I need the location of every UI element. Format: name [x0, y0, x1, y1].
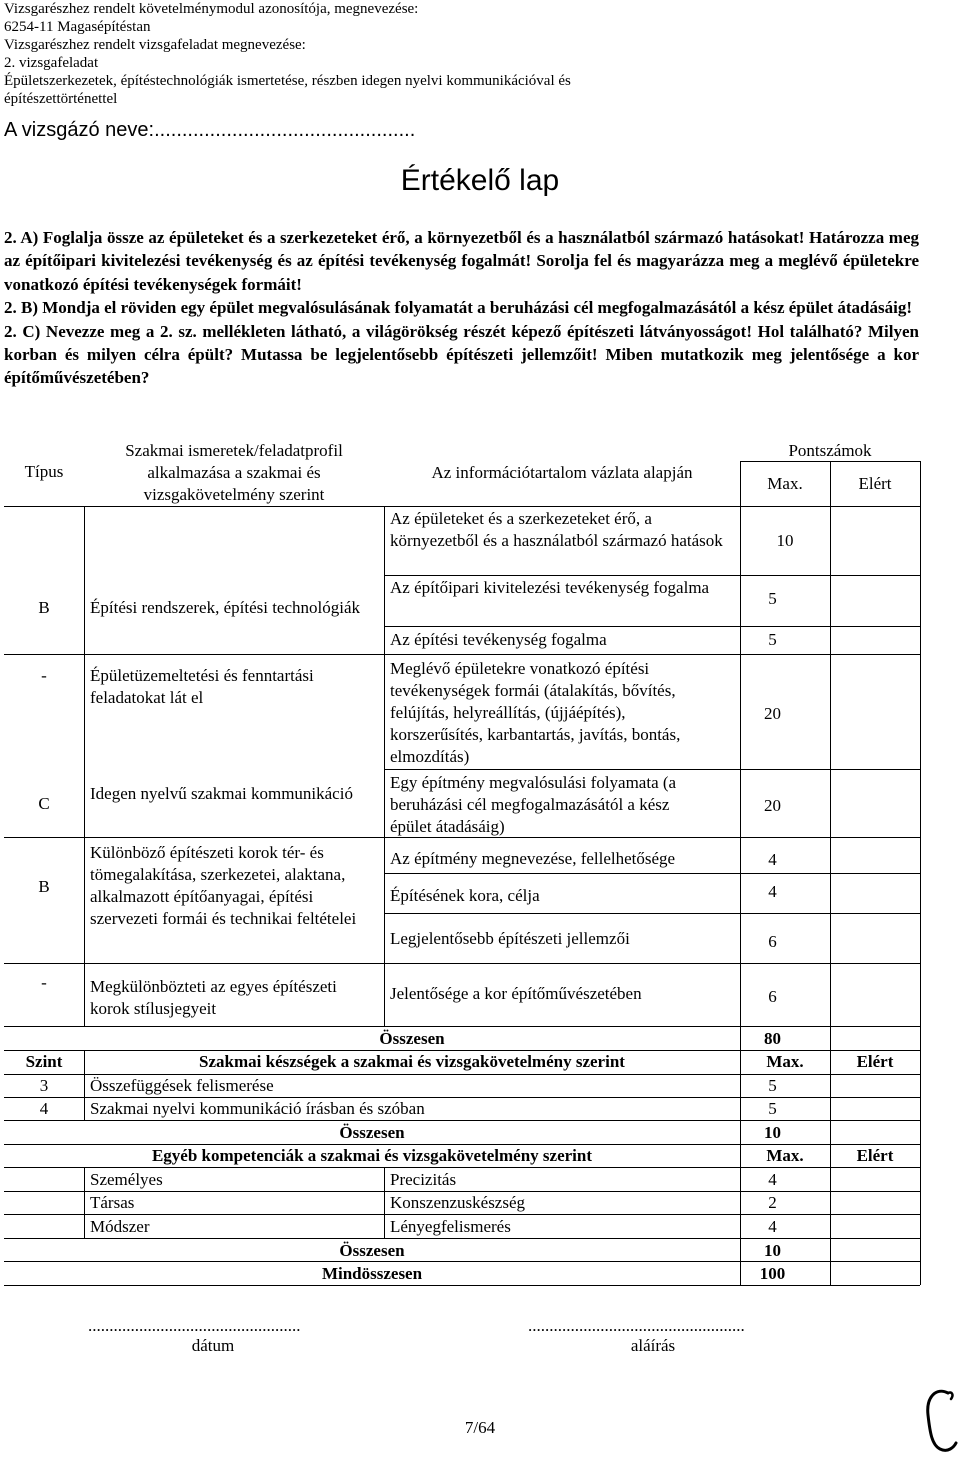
- total-max: 80: [764, 1029, 781, 1048]
- competence-name: Konszenzuskészség: [390, 1193, 526, 1212]
- skills-title: Szakmai készségek a szakmai és vizsgakövetelmény szerint: [199, 1052, 625, 1071]
- competence-name: Lényegfelismerés: [390, 1217, 511, 1236]
- competence-category: Társas: [90, 1193, 135, 1212]
- column-header-outline: Az információtartalom vázlata alapján: [431, 463, 693, 482]
- table-line: [84, 1167, 85, 1238]
- item-cell: Legjelentősebb építészeti jellemzői: [390, 929, 630, 948]
- table-line: [4, 1238, 920, 1239]
- page-title: Értékelő lap: [400, 164, 560, 197]
- item-max: 4: [768, 882, 777, 901]
- type-cell: -: [41, 666, 47, 685]
- skill-label: Összefüggések felismerése: [90, 1076, 274, 1095]
- profile-cell: Idegen nyelvű szakmai kommunikáció: [90, 784, 353, 803]
- item-cell: Az építési tevékenység fogalma: [390, 630, 607, 649]
- item-max: 5: [768, 630, 777, 649]
- table-line: [920, 461, 921, 1026]
- table-line: [384, 873, 920, 874]
- item-max: 6: [768, 932, 777, 951]
- column-header-level: Szint: [25, 1052, 63, 1071]
- skill-level: 4: [39, 1099, 49, 1118]
- table-line: [830, 461, 831, 1026]
- table-line: [384, 1167, 385, 1238]
- examinee-name-field: A vizsgázó neve:...............................................: [4, 119, 416, 141]
- table-line: [384, 575, 920, 576]
- column-header-max: Max.: [767, 474, 803, 493]
- table-line: [4, 1214, 920, 1215]
- item-max: 10: [776, 531, 794, 550]
- skill-max: 5: [768, 1099, 777, 1118]
- table-line: [384, 769, 920, 770]
- column-header-profile: Szakmai ismeretek/feladatprofil alkalmazása a szakmai és vizsgakövetelmény szerint: [125, 441, 343, 504]
- column-header-points: Pontszámok: [788, 441, 872, 460]
- profile-cell: Megkülönbözteti az egyes építészeti korok stílusjegyeit: [90, 977, 337, 1018]
- date-label: dátum: [191, 1336, 235, 1355]
- type-cell: C: [38, 794, 50, 813]
- competence-category: Módszer: [90, 1217, 150, 1236]
- table-line: [4, 963, 920, 964]
- profile-cell: Épületüzemeltetési és fenntartási feladatokat lát el: [90, 666, 314, 707]
- table-line: [4, 1120, 920, 1121]
- task-a: 2. A) Foglalja össze az épületeket és a szerkezeteket érő, a környezetből és a használatból származó hatásokat! Határozza meg az építőipari kivitelezési tevékenység és az építési tevékenység fogalmát! Sorolja fel és magyarázza meg a meglévő épületekre vonatkozó építési tevékenységek formáit!: [4, 228, 919, 294]
- header-line: Vizsgarészhez rendelt vizsgafeladat megnevezése:: [4, 37, 306, 53]
- grand-total-max: 100: [759, 1264, 786, 1283]
- item-cell: Egy építmény megvalósulási folyamata (a beruházási cél megfogalmazásától a kész épület átadásáig): [390, 773, 677, 836]
- item-max: 20: [764, 796, 781, 815]
- skill-max: 5: [768, 1076, 777, 1095]
- table-line: [4, 1167, 920, 1168]
- task-b: 2. B) Mondja el röviden egy épület megvalósulásának folyamatát a beruházási cél megfogalmazásától a kész épület átadásáig!: [4, 298, 913, 318]
- skills-total-label: Összesen: [339, 1123, 405, 1142]
- table-line: [384, 626, 920, 627]
- profile-cell: Különböző építészeti korok tér- és tömegalakítása, szerkezetei, alaktana, alkalmazott építőanyagai, építési szervezeti formái és technikai feltételei: [90, 843, 357, 928]
- table-line: [4, 1026, 920, 1027]
- column-header-type: Típus: [24, 462, 64, 481]
- table-line: [4, 654, 920, 655]
- competence-max: 4: [768, 1217, 777, 1236]
- total-label: Összesen: [379, 1029, 445, 1048]
- document-header: [4, 0, 571, 108]
- header-line: Épületszerkezetek, építéstechnológiák ismertetése, részben idegen nyelvi kommunikációval és: [4, 73, 571, 89]
- item-cell: Az építőipari kivitelezési tevékenység fogalma: [390, 578, 710, 597]
- signature-dots: ...................................................: [528, 1316, 745, 1335]
- competence-max: 4: [768, 1170, 777, 1189]
- competence-total-max: 10: [764, 1241, 781, 1260]
- skills-total-max: 10: [764, 1123, 781, 1142]
- header-line: Vizsgarészhez rendelt követelménymodul azonosítója, megnevezése:: [4, 1, 419, 17]
- skill-level: 3: [39, 1076, 49, 1095]
- competence-name: Precizitás: [390, 1170, 457, 1189]
- column-header-achieved: Elért: [858, 474, 892, 493]
- table-line: [384, 913, 920, 914]
- table-line: [84, 506, 85, 1026]
- date-dots: ..................................................: [88, 1316, 301, 1335]
- table-line: [4, 506, 920, 507]
- item-max: 6: [768, 987, 777, 1006]
- table-line: [384, 506, 385, 1026]
- item-cell: Építésének kora, célja: [390, 886, 540, 905]
- task-c: 2. C) Nevezze meg a 2. sz. mellékleten látható, a világörökség részét képező építészeti látványosságot! Hol található? Milyen korban és milyen célra épült? Mutassa be legjelentősebb építészeti jellemzőit! Miben mutatkozik meg jelentősége a kor építőművészetében?: [4, 321, 919, 388]
- item-cell: Az épületeket és a szerkezeteket érő, a környezetből és a használatból származó hatások: [390, 509, 723, 550]
- task-list: [4, 226, 919, 390]
- header-line: építészettörténettel: [4, 91, 118, 107]
- type-cell: -: [41, 973, 47, 992]
- skills-max-header: Max.: [766, 1052, 804, 1071]
- table-line: [920, 1026, 921, 1285]
- profile-cell: Építési rendszerek, építési technológiák: [90, 598, 361, 617]
- item-max: 20: [764, 704, 781, 723]
- page-number: 7/64: [464, 1418, 496, 1437]
- item-cell: Jelentősége a kor építőművészetében: [390, 984, 642, 1003]
- skill-label: Szakmai nyelvi kommunikáció írásban és szóban: [90, 1099, 425, 1118]
- item-cell: Meglévő épületekre vonatkozó építési tevékenységek formái (átalakítás, bővítés, felújítás, helyreállítás, (újjáépítés), korszerűsítés, karbantartás, javítás, bontás, elmozdítás): [390, 659, 681, 766]
- competence-title: Egyéb kompetenciák a szakmai és vizsgakövetelmény szerint: [151, 1146, 593, 1165]
- competence-total-label: Összesen: [339, 1241, 405, 1260]
- item-max: 5: [768, 589, 777, 608]
- item-max: 4: [768, 850, 777, 869]
- competence-category: Személyes: [90, 1170, 163, 1189]
- table-line: [4, 1285, 920, 1286]
- skills-achieved-header: Elért: [856, 1052, 894, 1071]
- competence-achieved-header: Elért: [856, 1146, 894, 1165]
- type-cell: B: [38, 598, 50, 617]
- competence-max-header: Max.: [766, 1146, 804, 1165]
- signature-label: aláírás: [630, 1336, 676, 1355]
- competence-max: 2: [768, 1193, 777, 1212]
- header-line: 6254-11 Magasépítéstan: [4, 19, 151, 35]
- grand-total-label: Mindösszesen: [321, 1264, 423, 1283]
- item-cell: Az építmény megnevezése, fellelhetősége: [390, 849, 676, 868]
- type-cell: B: [38, 877, 50, 896]
- header-line: 2. vizsgafeladat: [4, 55, 99, 71]
